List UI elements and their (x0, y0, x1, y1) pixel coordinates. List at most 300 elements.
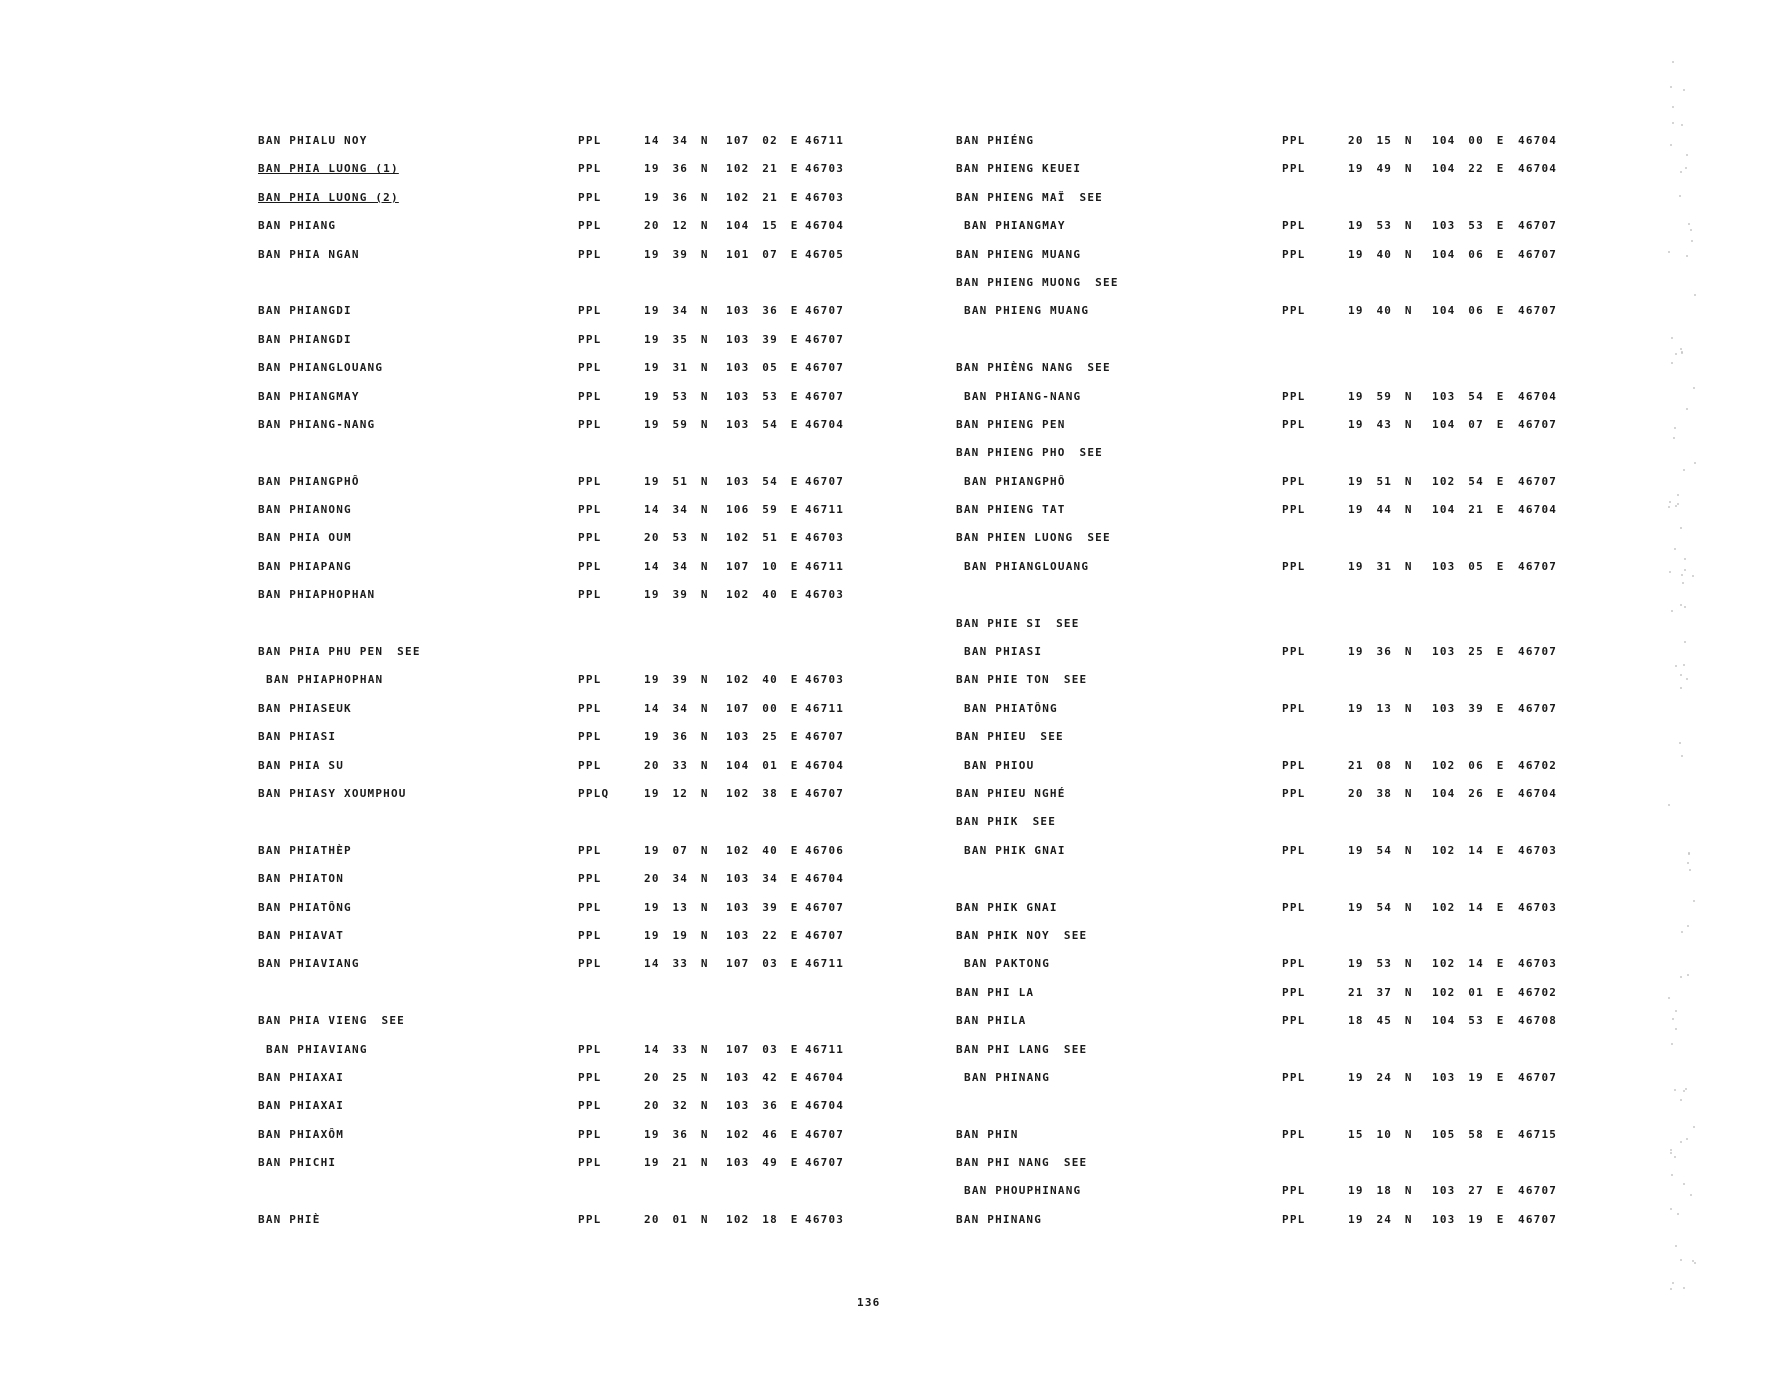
place-name: BAN PHIA LUONG (1) (258, 162, 399, 176)
entry-row (258, 361, 958, 389)
blank-row (956, 333, 1656, 361)
place-name: BAN PHIASI (258, 730, 337, 744)
feature-code: PPL (578, 134, 602, 147)
feature-code: PPL (578, 1156, 602, 1170)
entry-row (956, 1184, 1656, 1212)
noise-speck (1672, 1018, 1674, 1020)
place-name: BAN PHIAXAI (258, 1099, 345, 1113)
place-name: BAN PHIK (956, 815, 1019, 829)
name-with-see (956, 1043, 1087, 1056)
latitude: 19 36 N (644, 730, 709, 744)
longitude: 104 06 E (1432, 304, 1505, 318)
longitude: 102 18 E (726, 1212, 799, 1226)
noise-speck (1677, 1213, 1679, 1215)
entry-row (956, 730, 1656, 758)
noise-speck (1674, 1156, 1676, 1158)
feature-code: PPL (578, 673, 602, 687)
entry-row (956, 986, 1656, 1014)
longitude: 104 07 E (1432, 417, 1505, 431)
feature-code: PPL (578, 588, 602, 602)
feature-code: PPL (1282, 985, 1306, 999)
longitude: 103 19 E (1432, 1212, 1505, 1226)
place-name: BAN PHOUPHINANG (964, 1184, 1082, 1198)
noise-speck (1694, 1262, 1696, 1264)
noise-speck (1674, 548, 1676, 550)
longitude: 102 54 E (1432, 474, 1505, 488)
longitude: 104 01 E (726, 758, 799, 772)
place-name: BAN PHIENG KEUEI (956, 162, 1082, 176)
feature-code: PPL (578, 417, 602, 431)
noise-speck (1669, 571, 1671, 573)
place-name: BAN PHIA NGAN (258, 247, 360, 261)
noise-speck (1679, 742, 1681, 744)
latitude: 20 32 N (644, 1099, 709, 1113)
place-name: BAN PHIENG MUANG (964, 304, 1090, 318)
place-name: BAN PHIANGMAY (258, 389, 360, 403)
noise-speck (1670, 1288, 1672, 1290)
see-reference: SEE (1063, 1156, 1088, 1170)
noise-speck (1668, 251, 1670, 253)
entry-row (258, 730, 958, 758)
feature-code: PPL (1282, 219, 1306, 233)
entry-row (956, 929, 1656, 957)
entry-row (258, 787, 958, 815)
feature-code: PPL (1282, 1070, 1306, 1084)
noise-speck (1683, 1183, 1685, 1185)
see-reference: SEE (1056, 616, 1080, 630)
place-name: BAN PHIA PHU PEN (258, 645, 384, 659)
map-sheet-number: 46715 (1518, 1127, 1558, 1141)
noise-speck (1675, 665, 1677, 667)
latitude: 20 33 N (644, 758, 709, 772)
longitude: 104 21 E (1432, 503, 1505, 517)
noise-speck (1683, 469, 1685, 471)
feature-code: PPL (578, 928, 602, 942)
latitude: 19 21 N (644, 1156, 709, 1170)
place-name: BAN PHIENG PEN (956, 417, 1066, 431)
map-sheet-number: 46704 (805, 758, 845, 772)
longitude: 102 40 E (726, 588, 799, 602)
longitude: 104 15 E (726, 219, 799, 233)
noise-speck (1684, 569, 1686, 571)
feature-code: PPL (578, 701, 602, 715)
place-name: BAN PHINANG (956, 1212, 1043, 1226)
feature-code: PPL (578, 730, 602, 744)
noise-speck (1675, 353, 1677, 355)
right-column (956, 134, 1656, 1241)
entry-row (956, 276, 1656, 304)
longitude: 103 22 E (726, 928, 799, 942)
longitude: 103 53 E (726, 389, 799, 403)
latitude: 19 43 N (1348, 417, 1413, 431)
entry-row (258, 702, 958, 730)
map-sheet-number: 46707 (805, 900, 845, 914)
place-name: BAN PHIAXAI (258, 1070, 345, 1084)
longitude: 106 59 E (726, 503, 799, 517)
longitude: 104 53 E (1432, 1014, 1505, 1028)
place-name: BAN PHIE TON (956, 673, 1050, 687)
noise-speck (1668, 997, 1670, 999)
noise-speck (1687, 974, 1689, 976)
map-sheet-number: 46707 (805, 361, 845, 375)
place-name: BAN PHIK GNAI (956, 900, 1058, 914)
latitude: 19 35 N (644, 332, 709, 346)
place-name: BAN PHI LA (956, 985, 1035, 999)
longitude: 103 54 E (726, 474, 799, 488)
noise-speck (1681, 931, 1683, 933)
entry-row (258, 1043, 958, 1071)
see-reference: SEE (1032, 815, 1057, 829)
noise-speck (1673, 437, 1675, 439)
noise-speck (1690, 1194, 1692, 1196)
feature-code: PPL (1282, 389, 1306, 403)
noise-speck (1680, 604, 1682, 606)
entry-row (956, 390, 1656, 418)
noise-speck (1686, 1138, 1688, 1140)
see-reference: SEE (1095, 275, 1119, 289)
feature-code: PPL (1282, 758, 1306, 772)
place-name: BAN PHIAPHOPHAN (258, 588, 376, 602)
latitude: 19 34 N (644, 304, 709, 318)
longitude: 103 36 E (726, 1099, 799, 1113)
entry-row (258, 1071, 958, 1099)
map-sheet-number: 46707 (805, 474, 845, 488)
entry-row (258, 759, 958, 787)
longitude: 102 21 E (726, 190, 799, 204)
feature-code: PPL (1282, 701, 1306, 715)
noise-speck (1672, 122, 1674, 124)
feature-code: PPLQ (578, 786, 610, 800)
map-sheet-number: 46707 (1518, 474, 1558, 488)
noise-speck (1681, 124, 1683, 126)
noise-speck (1688, 223, 1690, 225)
place-name: BAN PHIK GNAI (964, 843, 1066, 857)
entry-row (956, 844, 1656, 872)
place-name: BAN PHIENG MAÏ (956, 190, 1066, 204)
noise-speck (1674, 1089, 1676, 1091)
map-sheet-number: 46704 (805, 219, 845, 233)
place-name: BAN PHIANGPHÔ (258, 474, 360, 488)
blank-row (956, 1099, 1656, 1127)
latitude: 19 39 N (644, 588, 709, 602)
map-sheet-number: 46707 (1518, 247, 1558, 261)
latitude: 19 36 N (644, 190, 709, 204)
latitude: 19 53 N (1348, 219, 1413, 233)
entry-row (258, 304, 958, 332)
noise-speck (1680, 1099, 1682, 1101)
entry-row (956, 361, 1656, 389)
noise-speck (1670, 1208, 1672, 1210)
noise-speck (1668, 506, 1670, 508)
map-sheet-number: 46708 (1518, 1014, 1558, 1028)
longitude: 107 10 E (726, 559, 799, 573)
feature-code: PPL (578, 900, 602, 914)
latitude: 14 34 N (644, 503, 709, 517)
blank-row (258, 276, 958, 304)
longitude: 107 00 E (726, 701, 799, 715)
latitude: 19 59 N (1348, 389, 1413, 403)
latitude: 18 45 N (1348, 1014, 1413, 1028)
see-reference: SEE (1063, 1042, 1088, 1056)
map-sheet-number: 46707 (805, 389, 845, 403)
latitude: 19 36 N (644, 162, 709, 176)
entry-row (956, 503, 1656, 531)
entry-row (258, 560, 958, 588)
entry-row (956, 1043, 1656, 1071)
entry-row (258, 475, 958, 503)
noise-speck (1681, 574, 1683, 576)
latitude: 19 39 N (644, 247, 709, 261)
feature-code: PPL (578, 304, 602, 318)
map-sheet-number: 46711 (805, 503, 845, 517)
noise-speck (1674, 427, 1676, 429)
feature-code: PPL (578, 872, 602, 886)
noise-speck (1670, 86, 1672, 88)
feature-code: PPL (1282, 843, 1306, 857)
latitude: 19 36 N (1348, 645, 1413, 659)
latitude: 19 24 N (1348, 1212, 1413, 1226)
feature-code: PPL (1282, 1212, 1306, 1226)
place-name: BAN PHIAPANG (258, 559, 352, 573)
feature-code: PPL (578, 957, 602, 971)
name-with-see (956, 730, 1064, 743)
entry-row (258, 134, 958, 162)
entry-row (956, 248, 1656, 276)
longitude: 107 03 E (726, 957, 799, 971)
feature-code: PPL (578, 758, 602, 772)
map-sheet-number: 46705 (805, 247, 845, 261)
entry-row (258, 390, 958, 418)
latitude: 19 54 N (1348, 900, 1413, 914)
noise-speck (1680, 171, 1682, 173)
name-with-see (956, 276, 1119, 289)
place-name: BAN PHIANG-NANG (964, 389, 1082, 403)
longitude: 103 36 E (726, 304, 799, 318)
longitude: 101 07 E (726, 247, 799, 261)
longitude: 102 14 E (1432, 843, 1505, 857)
feature-code: PPL (578, 474, 602, 488)
feature-code: PPL (578, 162, 602, 176)
longitude: 103 39 E (726, 900, 799, 914)
place-name: BAN PHIANGMAY (964, 219, 1066, 233)
feature-code: PPL (1282, 134, 1306, 147)
feature-code: PPL (578, 219, 602, 233)
noise-speck (1694, 294, 1696, 296)
place-name: BAN PHIASEUK (258, 701, 352, 715)
entry-row (956, 560, 1656, 588)
entry-row (956, 759, 1656, 787)
latitude: 19 12 N (644, 786, 709, 800)
place-name: BAN PHIAPHOPHAN (266, 673, 384, 687)
longitude: 102 06 E (1432, 758, 1505, 772)
map-sheet-number: 46704 (1518, 503, 1558, 517)
entry-row (258, 1014, 958, 1042)
place-name: BAN PHIAVIANG (258, 957, 360, 971)
feature-code: PPL (1282, 900, 1306, 914)
place-name: BAN PHIEU NGHÉ (956, 786, 1066, 800)
place-name: BAN PHIÉNG (956, 134, 1035, 147)
longitude: 102 40 E (726, 843, 799, 857)
entry-row (956, 815, 1656, 843)
feature-code: PPL (1282, 957, 1306, 971)
entry-row (258, 191, 958, 219)
noise-speck (1671, 362, 1673, 364)
place-name: BAN PHIÈNG NANG (956, 361, 1074, 375)
noise-speck (1671, 610, 1673, 612)
map-sheet-number: 46707 (805, 304, 845, 318)
noise-speck (1689, 869, 1691, 871)
feature-code: PPL (1282, 417, 1306, 431)
feature-code: PPL (578, 843, 602, 857)
feature-code: PPL (578, 190, 602, 204)
latitude: 19 53 N (644, 389, 709, 403)
feature-code: PPL (1282, 559, 1306, 573)
longitude: 102 14 E (1432, 957, 1505, 971)
name-with-see (956, 446, 1103, 459)
blank-row (956, 872, 1656, 900)
entry-row (258, 645, 958, 673)
latitude: 19 19 N (644, 928, 709, 942)
place-name: BAN PHIA OUM (258, 531, 352, 545)
noise-speck (1679, 195, 1681, 197)
entry-row (258, 219, 958, 247)
noise-speck (1671, 337, 1673, 339)
blank-row (258, 815, 958, 843)
entry-row (956, 191, 1656, 219)
longitude: 103 25 E (1432, 645, 1505, 659)
place-name: BAN PHIOU (964, 758, 1035, 772)
longitude: 102 14 E (1432, 900, 1505, 914)
noise-speck (1691, 240, 1693, 242)
entry-row (956, 134, 1656, 162)
place-name: BAN PHIATON (258, 872, 345, 886)
map-sheet-number: 46707 (1518, 1212, 1558, 1226)
place-name: BAN PHILA (956, 1014, 1027, 1028)
see-reference: SEE (397, 645, 421, 659)
latitude: 15 10 N (1348, 1127, 1413, 1141)
page-number: 136 (857, 1296, 881, 1309)
entry-row (258, 957, 958, 985)
place-name: BAN PHIÈ (258, 1212, 321, 1226)
noise-speck (1675, 1010, 1677, 1012)
noise-speck (1683, 664, 1685, 666)
entry-row (956, 1071, 1656, 1099)
feature-code: PPL (578, 389, 602, 403)
feature-code: PPL (1282, 1184, 1306, 1198)
place-name: BAN PHIAXÔM (258, 1127, 345, 1141)
noise-speck (1682, 582, 1684, 584)
map-sheet-number: 46707 (1518, 645, 1558, 659)
noise-speck (1686, 678, 1688, 680)
noise-speck (1670, 1152, 1672, 1154)
entry-row (956, 673, 1656, 701)
entry-row (258, 901, 958, 929)
place-name: BAN PHIK NOY (956, 928, 1050, 942)
noise-speck (1693, 900, 1695, 902)
place-name: BAN PHIANGLOUANG (258, 361, 384, 375)
entry-row (258, 1099, 958, 1127)
entry-row (258, 162, 958, 190)
map-sheet-number: 46711 (805, 957, 845, 971)
latitude: 21 08 N (1348, 758, 1413, 772)
place-name: BAN PHICHI (258, 1156, 337, 1170)
place-name: BAN PHIA LUONG (2) (258, 190, 399, 204)
name-with-see (956, 1156, 1087, 1169)
noise-speck (1687, 925, 1689, 927)
feature-code: PPL (1282, 247, 1306, 261)
latitude: 19 18 N (1348, 1184, 1413, 1198)
noise-speck (1683, 89, 1685, 91)
place-name: BAN PHI LANG (956, 1042, 1050, 1056)
latitude: 20 25 N (644, 1070, 709, 1084)
map-sheet-number: 46703 (1518, 957, 1558, 971)
longitude: 103 34 E (726, 872, 799, 886)
longitude: 104 26 E (1432, 786, 1505, 800)
map-sheet-number: 46704 (1518, 389, 1558, 403)
entry-row (956, 531, 1656, 559)
noise-speck (1671, 1043, 1673, 1045)
longitude: 104 00 E (1432, 134, 1505, 147)
map-sheet-number: 46711 (805, 701, 845, 715)
longitude: 103 39 E (726, 332, 799, 346)
noise-speck (1670, 144, 1672, 146)
noise-speck (1680, 687, 1682, 689)
latitude: 19 40 N (1348, 304, 1413, 318)
longitude: 103 54 E (726, 417, 799, 431)
latitude: 19 39 N (644, 673, 709, 687)
feature-code: PPL (578, 1042, 602, 1056)
feature-code: PPL (1282, 162, 1306, 176)
noise-speck (1670, 1149, 1672, 1151)
noise-speck (1693, 1126, 1695, 1128)
place-name: BAN PHIEU (956, 730, 1027, 744)
latitude: 20 38 N (1348, 786, 1413, 800)
see-reference: SEE (1087, 361, 1111, 375)
name-with-see (956, 191, 1103, 204)
see-reference: SEE (1040, 730, 1064, 744)
latitude: 19 51 N (644, 474, 709, 488)
noise-speck (1668, 804, 1670, 806)
latitude: 19 40 N (1348, 247, 1413, 261)
latitude: 19 31 N (1348, 559, 1413, 573)
place-name: BAN PHIA VIENG (258, 1014, 368, 1028)
entry-row (258, 588, 958, 616)
latitude: 19 51 N (1348, 474, 1413, 488)
entry-row (956, 1213, 1656, 1241)
map-sheet-number: 46707 (805, 786, 845, 800)
map-sheet-number: 46702 (1518, 758, 1558, 772)
see-reference: SEE (1063, 928, 1088, 942)
entry-row (956, 957, 1656, 985)
place-name: BAN PHIENG TAT (956, 503, 1066, 517)
longitude: 102 38 E (726, 786, 799, 800)
map-sheet-number: 46704 (805, 417, 845, 431)
noise-speck (1686, 255, 1688, 257)
longitude: 103 05 E (726, 361, 799, 375)
noise-speck (1675, 1245, 1677, 1247)
noise-speck (1677, 503, 1679, 505)
noise-speck (1684, 558, 1686, 560)
entry-row (956, 617, 1656, 645)
blank-row (258, 986, 958, 1014)
entry-row (258, 929, 958, 957)
longitude: 102 46 E (726, 1127, 799, 1141)
longitude: 103 42 E (726, 1070, 799, 1084)
feature-code: PPL (578, 531, 602, 545)
place-name: BAN PHIASY XOUMPHOU (258, 786, 407, 800)
place-name: BAN PHIATÔNG (258, 900, 352, 914)
noise-speck (1687, 862, 1689, 864)
